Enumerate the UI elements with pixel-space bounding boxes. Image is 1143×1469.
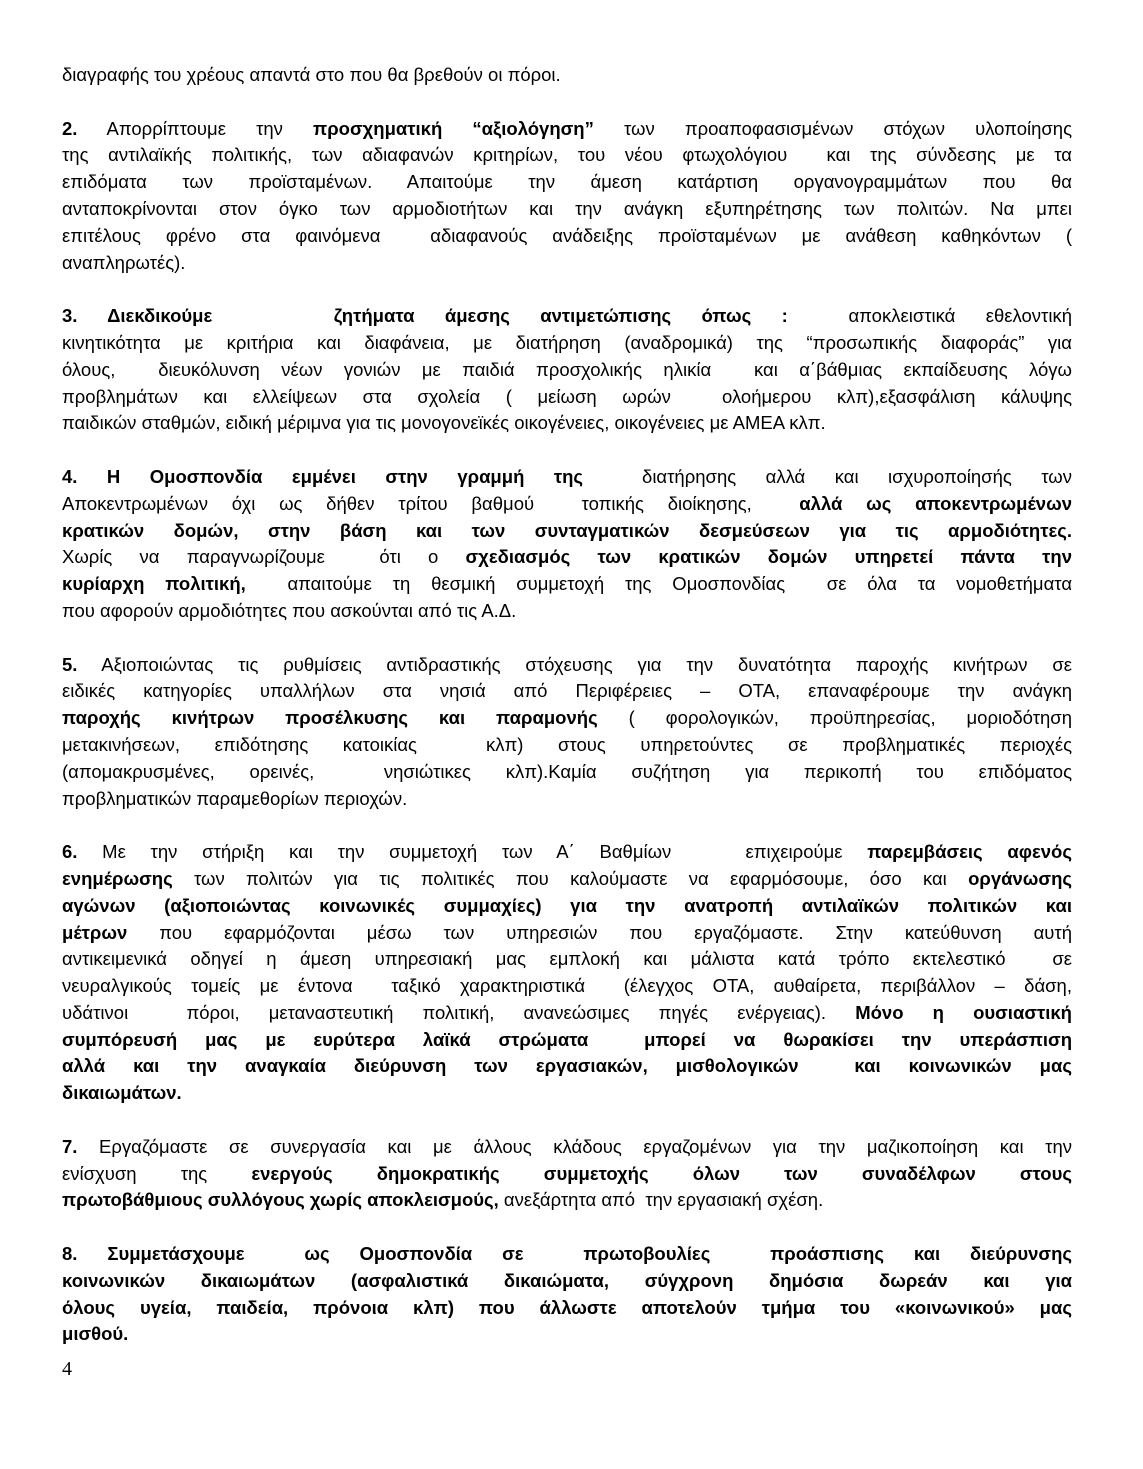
text: διαγραφής του χρέους απαντά στο που θα βρεθούν οι πόροι. — [62, 64, 561, 85]
text-line — [62, 946, 1072, 973]
text: διατήρησης αλλά και ισχυροποίησής των — [583, 465, 1072, 487]
text: ειδικές κατηγορίες υπαλλήλων στα νησιά από Περιφέρειες – ΟΤΑ, επαναφέρουμε την ανάγκη — [62, 680, 1072, 702]
text: Χωρίς να παραγνωρίζουμε ότι ο — [62, 546, 466, 568]
text: Εργαζόμαστε σε συνεργασία και με άλλους κλάδους εργαζομένων για την μαζικοποίηση και την — [77, 1135, 1072, 1157]
text: (απομακρυσμένες, ορεινές, νησιώτικες κλπ).Καμία συζήτηση για περικοπή του επιδόματος — [62, 760, 1072, 782]
paragraph — [62, 652, 1072, 813]
text: προβλημάτων και ελλείψεων στα σχολεία ( μείωση ωρών ολοήμερου κλπ),εξασφάλιση κάλυψης — [62, 385, 1072, 407]
bold-text: 5. — [62, 653, 78, 675]
text-line — [62, 1053, 1072, 1080]
text: των πολιτών για τις πολιτικές που καλούμαστε να εφαρμόσουμε, όσο και — [172, 867, 969, 889]
text-line — [62, 678, 1072, 705]
paragraph — [62, 1241, 1072, 1348]
text-line — [62, 544, 1072, 571]
bold-text: ενημέρωσης — [62, 867, 173, 889]
text-line — [62, 223, 1072, 250]
bold-text: μισθού. — [62, 1323, 129, 1345]
text-line — [62, 1321, 1072, 1348]
text: κινητικότητα με κριτήρια και διαφάνεια, με διατήρηση (αναδρομικά) της “προσωπικής διαφοράς” για — [62, 331, 1072, 353]
bold-text: δικαιωμάτων. — [62, 1082, 182, 1104]
text-line — [62, 303, 1072, 330]
text: αποκλειστικά εθελοντική — [787, 305, 1072, 327]
text-line — [62, 384, 1072, 411]
bold-text: παρεμβάσεις αφενός — [867, 841, 1072, 863]
text-line — [62, 196, 1072, 223]
text-line — [62, 250, 1072, 277]
bold-text: 3. Διεκδικούμε ζητήματα άμεσης αντιμετώπισης όπως : — [62, 305, 788, 327]
text: που εφαρμόζονται μέσω των υπηρεσιών που εργαζόμαστε. Στην κατεύθυνση αυτή — [127, 921, 1072, 943]
text: όλους, διευκόλυνση νέων γονιών με παιδιά προσχολικής ηλικία και α΄βάθμιας εκπαίδευσης λόγω — [62, 358, 1072, 380]
text-line — [62, 759, 1072, 786]
text: Με την στήριξη και την συμμετοχή των Α΄ Βαθμίων επιχειρούμε — [77, 841, 868, 863]
page-number: 4 — [62, 1358, 72, 1380]
paragraph — [62, 464, 1072, 625]
bold-text: Μόνο η ουσιαστική — [855, 1001, 1072, 1023]
text-line — [62, 1187, 1072, 1214]
paragraph — [62, 62, 1072, 89]
text-line — [62, 1295, 1072, 1322]
document-body — [62, 62, 1072, 1375]
bold-text: προσχηματική “αξιολόγηση” — [313, 117, 594, 139]
text-line — [62, 839, 1072, 866]
text-line — [62, 973, 1072, 1000]
paragraph — [62, 839, 1072, 1107]
text-line — [62, 116, 1072, 143]
bold-text: μέτρων — [62, 921, 128, 943]
text-line — [62, 1027, 1072, 1054]
text: των προαποφασισμένων στόχων υλοποίησης — [593, 117, 1072, 139]
text-line — [62, 518, 1072, 545]
text: ανεξάρτητα από την εργασιακή σχέση. — [498, 1189, 824, 1211]
text: Αξιοποιώντας τις ρυθμίσεις αντιδραστικής στόχευσης για την δυνατότητα παροχής κινήτρων σε — [77, 653, 1072, 675]
text-line — [62, 893, 1072, 920]
text-line — [62, 598, 1072, 625]
bold-text: 7. — [62, 1135, 78, 1157]
text-line — [62, 1241, 1072, 1268]
text: που αφορούν αρμοδιότητες που ασκούνται από τις Α.Δ. — [62, 599, 517, 621]
text-line — [62, 705, 1072, 732]
text: παιδικών σταθμών, ειδική μέριμνα για τις μονογονεϊκές οικογένειες, οικογένειες με ΑΜΕΑ κλπ. — [62, 412, 826, 434]
bold-text: κρατικών δομών, στην βάση και των συνταγματικών δεσμεύσεων για τις αρμοδιότητες. — [62, 519, 1072, 541]
text: ( φορολογικών, προϋπηρεσίας, μοριοδότηση — [597, 707, 1072, 729]
text: υδάτινοι πόροι, μεταναστευτική πολιτική, ανανεώσιμες πηγές ενέργειας). — [62, 1001, 856, 1023]
paragraph — [62, 303, 1072, 437]
text: αναπληρωτές). — [62, 251, 186, 273]
text-line — [62, 142, 1072, 169]
text-line — [62, 1080, 1072, 1107]
bold-text: κυρίαρχη πολιτική, — [62, 573, 246, 595]
text-line — [62, 786, 1072, 813]
bold-text: 6. — [62, 841, 78, 863]
text: Αποκεντρωμένων όχι ως δήθεν τρίτου βαθμού τοπικής διοίκησης, — [62, 492, 800, 514]
bold-text: αλλά και την αναγκαία διεύρυνση των εργασιακών, μισθολογικών και κοινωνικών μας — [62, 1055, 1072, 1077]
paragraph — [62, 116, 1072, 277]
bold-text: όλους υγεία, παιδεία, πρόνοια κλπ) που άλλωστε αποτελούν τμήμα του «κοινωνικού» μας — [62, 1296, 1072, 1318]
text-line — [62, 491, 1072, 518]
bold-text: αγώνων (αξιοποιώντας κοινωνικές συμμαχίες) για την ανατροπή αντιλαϊκών πολιτικών και — [62, 894, 1072, 916]
text-line — [62, 920, 1072, 947]
text-line — [62, 464, 1072, 491]
bold-text: συμπόρευσή μας με ευρύτερα λαϊκά στρώματα μπορεί να θωρακίσει την υπεράσπιση — [62, 1028, 1072, 1050]
text: Απορρίπτουμε την — [77, 117, 314, 139]
text: επιδόματα των προϊσταμένων. Απαιτούμε την άμεση κατάρτιση οργανογραμμάτων που θα — [62, 171, 1072, 193]
text: της αντιλαϊκής πολιτικής, των αδιαφανών κριτηρίων, του νέου φτωχολόγιου και της σύνδεσης με τα — [62, 144, 1072, 166]
text-line — [62, 410, 1072, 437]
bold-text: ενεργούς δημοκρατικής συμμετοχής όλων των συναδέλφων στους — [251, 1162, 1072, 1184]
text-line — [62, 1161, 1072, 1188]
text: απαιτούμε τη θεσμική συμμετοχή της Ομοσπονδίας σε όλα τα νομοθετήματα — [245, 573, 1073, 595]
bold-text: σχεδιασμός των κρατικών δομών υπηρετεί πάντα την — [465, 546, 1072, 568]
paragraph — [62, 1134, 1072, 1214]
bold-text: 4. Η Ομοσπονδία εμμένει στην γραμμή της — [62, 465, 584, 487]
text: ανταποκρίνονται στον όγκο των αρμοδιοτήτων και την ανάγκη εξυπηρέτησης των πολιτών. Να μπει — [62, 197, 1072, 219]
bold-text: παροχής κινήτρων προσέλκυσης και παραμονής — [62, 707, 598, 729]
text-line — [62, 1268, 1072, 1295]
text-line — [62, 62, 1072, 89]
bold-text: κοινωνικών δικαιωμάτων (ασφαλιστικά δικαιώματα, σύγχρονη δημόσια δωρεάν και για — [62, 1269, 1072, 1291]
text: ενίσχυση της — [62, 1162, 252, 1184]
bold-text: αλλά ως αποκεντρωμένων — [799, 492, 1072, 514]
text-line — [62, 330, 1072, 357]
text: αντικειμενικά οδηγεί η άμεση υπηρεσιακή μας εμπλοκή και μάλιστα κατά τρόπο εκτελεστικό σε — [62, 948, 1072, 970]
text-line — [62, 732, 1072, 759]
text-line — [62, 652, 1072, 679]
text: προβληματικών παραμεθορίων περιοχών. — [62, 787, 408, 809]
text-line — [62, 866, 1072, 893]
text: επιτέλους φρένο στα φαινόμενα αδιαφανούς ανάδειξης προϊσταμένων με ανάθεση καθηκόντων ( — [62, 224, 1072, 246]
bold-text: 2. — [62, 117, 78, 139]
bold-text: πρωτοβάθμιους συλλόγους χωρίς αποκλεισμούς, — [62, 1189, 499, 1211]
text-line — [62, 1000, 1072, 1027]
text: μετακινήσεων, επιδότησης κατοικίας κλπ) στους υπηρετούντες σε προβληματικές περιοχές — [62, 733, 1072, 755]
text-line — [62, 169, 1072, 196]
text-line — [62, 357, 1072, 384]
text: νευραλγικούς τομείς με έντονα ταξικό χαρακτηριστικά (έλεγχος ΟΤΑ, αυθαίρετα, περιβάλλον – δάση, — [62, 975, 1072, 997]
text-line — [62, 571, 1072, 598]
bold-text: 8. Συμμετάσχουμε ως Ομοσπονδία σε πρωτοβουλίες προάσπισης και διεύρυνσης — [62, 1243, 1072, 1265]
bold-text: οργάνωσης — [968, 867, 1072, 889]
text-line — [62, 1134, 1072, 1161]
